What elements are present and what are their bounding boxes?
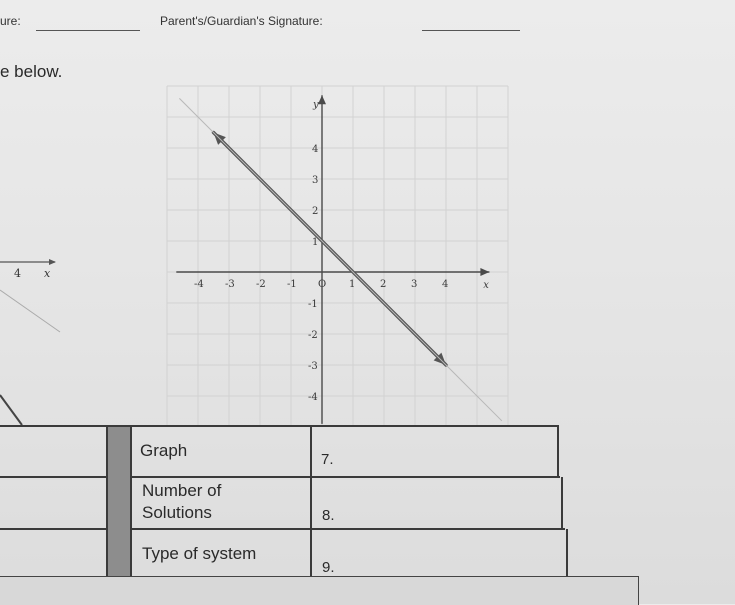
- y-tick-label: -1: [308, 299, 318, 310]
- partial-line-faint: [0, 290, 60, 332]
- x-tick-label: -1: [287, 279, 297, 290]
- y-axis-arrow: [318, 95, 326, 104]
- partial-x-label: x: [44, 267, 51, 280]
- answer-9[interactable]: 9.: [322, 559, 335, 576]
- partial-x-arrow: [49, 259, 56, 265]
- parent-signature-blank[interactable]: [422, 30, 520, 31]
- answer-table: [0, 425, 570, 583]
- y-tick-label: 1: [312, 237, 319, 248]
- x-tick-label: 1: [349, 279, 356, 290]
- answer-8[interactable]: 8.: [322, 507, 335, 524]
- faint-line-extension: [179, 98, 501, 420]
- x-tick-label: O: [318, 279, 327, 290]
- x-tick-label: -2: [256, 279, 266, 290]
- table-bottom-strip: [0, 576, 639, 605]
- y-tick-label: -4: [308, 392, 318, 403]
- table-col-divider-shade: [130, 425, 132, 582]
- partial-graph: [0, 250, 80, 440]
- table-border-top: [0, 425, 557, 427]
- y-tick-label: -2: [308, 330, 318, 341]
- y-tick-label: 3: [312, 175, 319, 186]
- x-tick-label: 2: [380, 279, 387, 290]
- y-tick-label: -3: [308, 361, 318, 372]
- parent-signature-label: Parent's/Guardian's Signature:: [160, 14, 323, 28]
- shaded-column: [108, 427, 130, 581]
- instructions-text: e below.: [0, 62, 63, 81]
- table-border-right-1: [557, 425, 559, 477]
- coordinate-graph: [160, 85, 520, 425]
- table-col-divider-middle: [310, 425, 312, 582]
- y-tick-label: 4: [312, 144, 319, 155]
- table-border-right-3: [566, 529, 568, 582]
- table-row-divider-2: [0, 528, 565, 530]
- x-axis-label: x: [483, 280, 489, 291]
- row-label-type-of-system: Type of system: [142, 544, 257, 563]
- table-row-divider-1: [0, 476, 560, 478]
- table-border-right-2: [561, 477, 563, 529]
- x-tick-label: 3: [411, 279, 418, 290]
- partial-line: [0, 395, 22, 425]
- partial-tick-label: 4: [14, 267, 21, 280]
- x-tick-label: 4: [442, 279, 449, 290]
- y-axis-label: y: [313, 99, 319, 111]
- x-axis-arrow: [480, 268, 489, 276]
- student-signature-blank[interactable]: [36, 30, 140, 31]
- row-label-number-of-solutions: Number of Solutions: [142, 481, 222, 522]
- row-label-graph: Graph: [140, 441, 188, 460]
- student-signature-label: ure:: [0, 14, 21, 28]
- x-tick-label: -4: [194, 279, 204, 290]
- x-tick-label: -3: [225, 279, 235, 290]
- answer-7[interactable]: 7.: [321, 451, 334, 468]
- y-tick-label: 2: [312, 206, 319, 217]
